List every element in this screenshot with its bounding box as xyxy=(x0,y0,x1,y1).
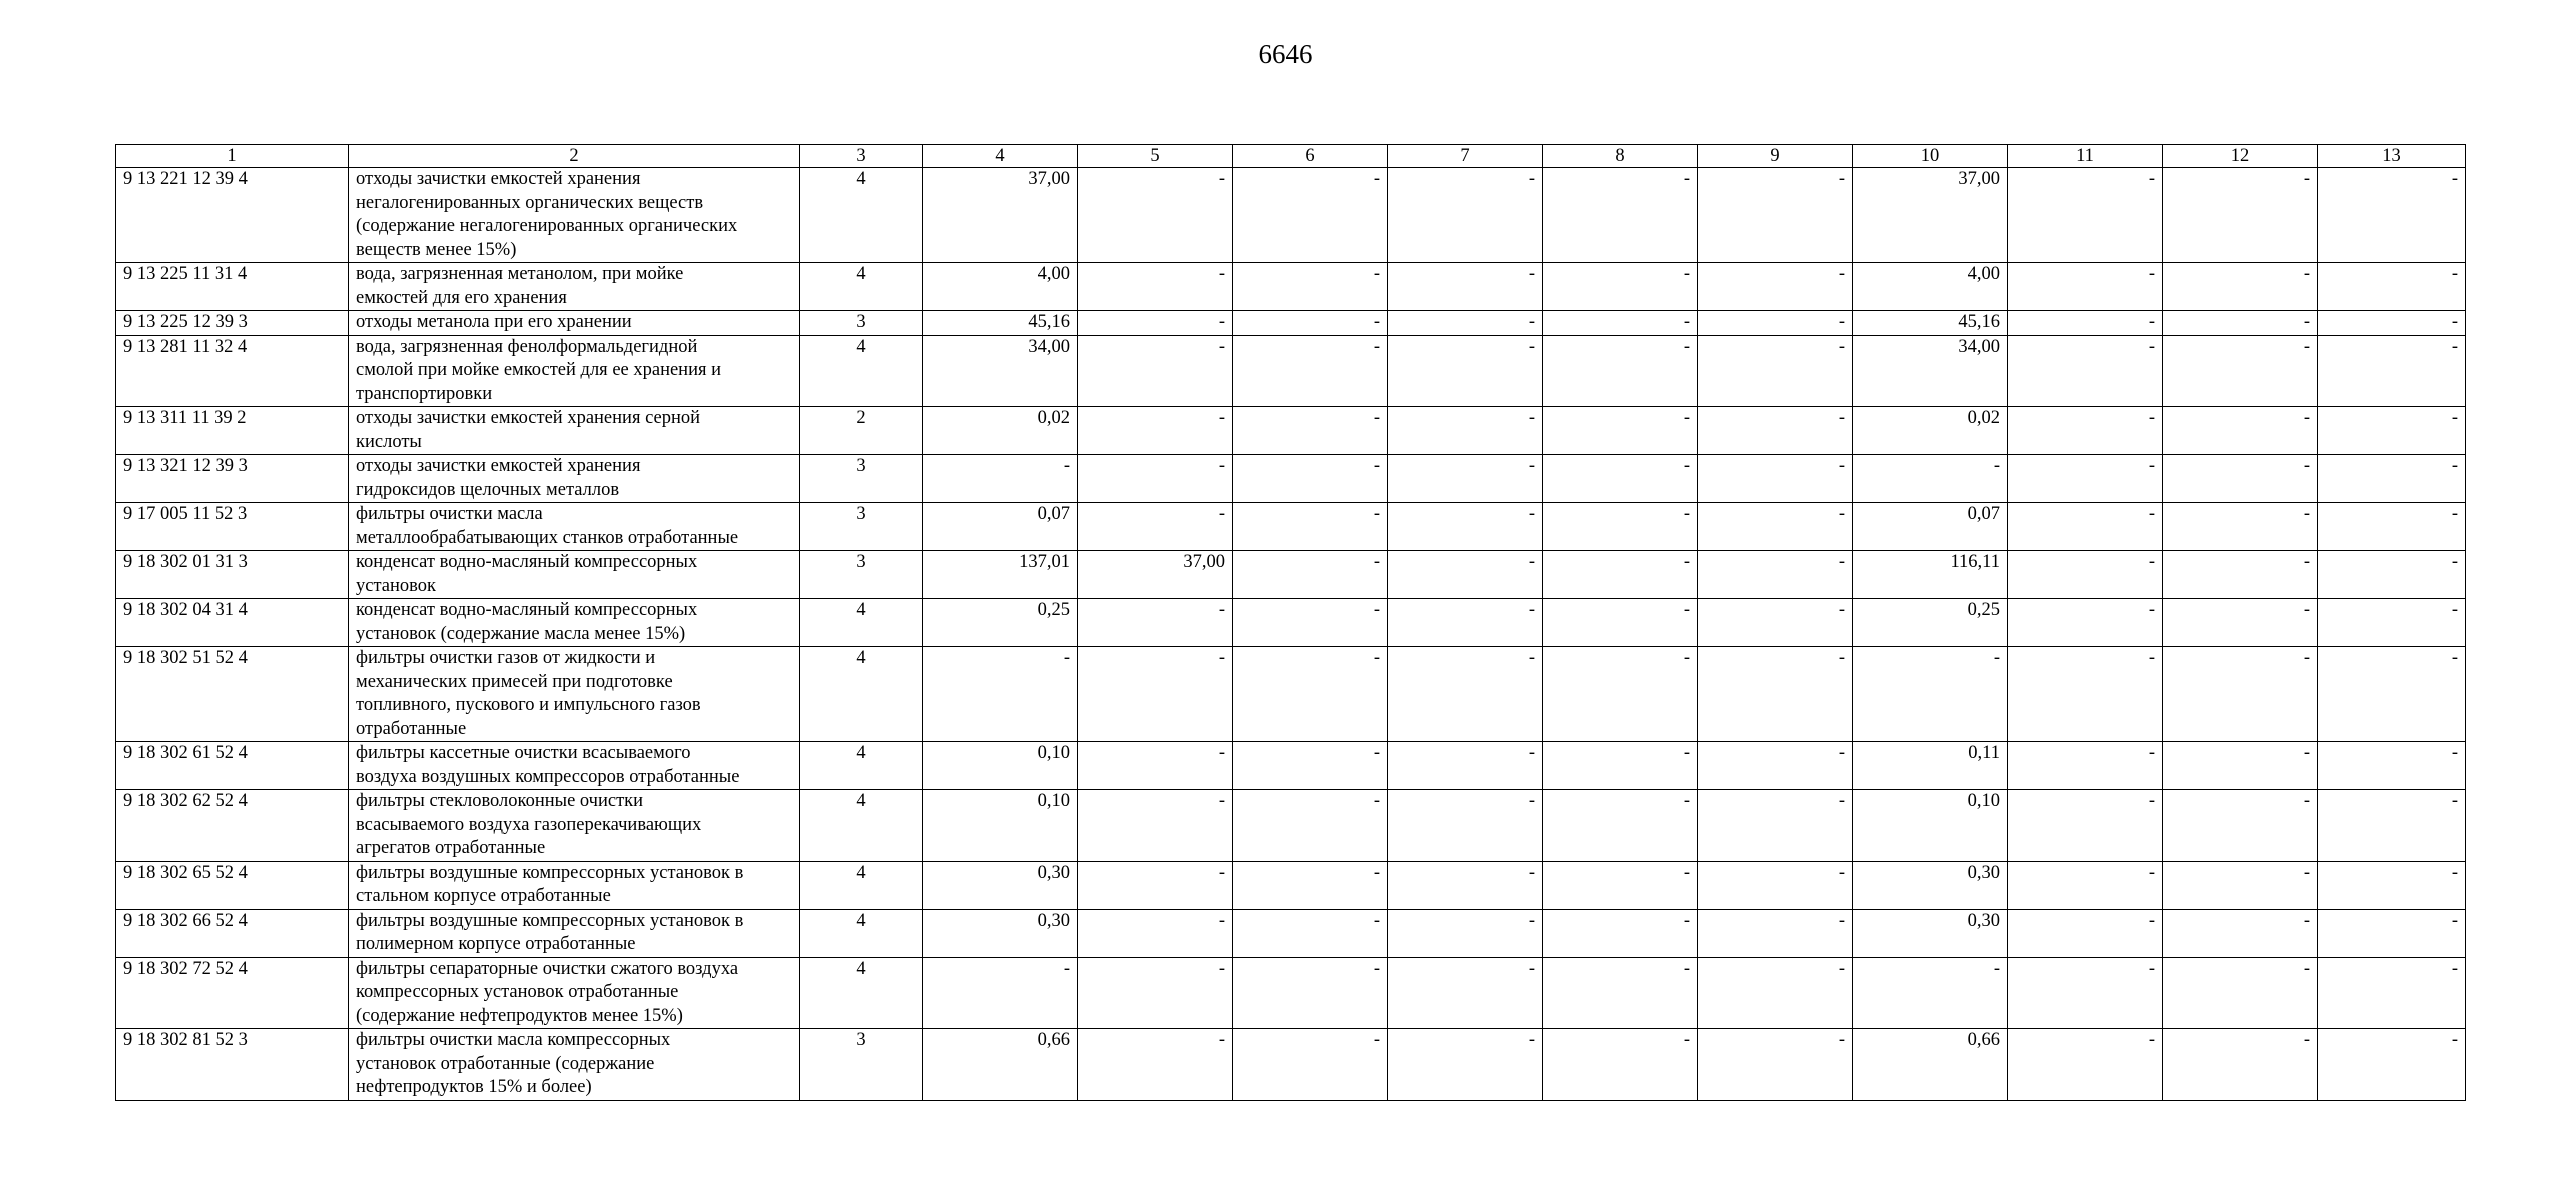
value-cell-col-9: - xyxy=(1698,599,1853,647)
value-cell-col-4: 0,02 xyxy=(923,407,1078,455)
waste-code-cell: 9 18 302 51 52 4 xyxy=(116,647,349,742)
waste-name-cell xyxy=(349,311,800,336)
waste-name-cell xyxy=(349,599,800,647)
value-cell-col-13: - xyxy=(2318,599,2466,647)
value-cell-col-9: - xyxy=(1698,503,1853,551)
value-cell-col-4: 4,00 xyxy=(923,263,1078,311)
value-cell-col-13: - xyxy=(2318,861,2466,909)
column-header-1: 1 xyxy=(116,145,349,168)
value-cell-col-11: - xyxy=(2008,742,2163,790)
value-cell-col-6: - xyxy=(1233,599,1388,647)
value-cell-col-12: - xyxy=(2163,263,2318,311)
waste-name-line: воздуха воздушных компрессоров отработанные xyxy=(356,766,740,787)
value-cell-col-5: - xyxy=(1078,168,1233,263)
column-header-6: 6 xyxy=(1233,145,1388,168)
value-cell-col-4: 45,16 xyxy=(923,311,1078,336)
value-cell-col-5: - xyxy=(1078,742,1233,790)
value-cell-col-4: 0,07 xyxy=(923,503,1078,551)
value-cell-col-8: - xyxy=(1543,790,1698,862)
column-header-9: 9 xyxy=(1698,145,1853,168)
value-cell-col-12: - xyxy=(2163,742,2318,790)
value-cell-col-11: - xyxy=(2008,957,2163,1029)
waste-name-line: механических примесей при подготовке xyxy=(356,671,673,692)
value-cell-col-13: - xyxy=(2318,503,2466,551)
waste-name-line: емкостей для его хранения xyxy=(356,287,567,308)
value-cell-col-13: - xyxy=(2318,263,2466,311)
waste-code-cell: 9 18 302 61 52 4 xyxy=(116,742,349,790)
table-row xyxy=(116,335,2466,407)
value-cell-col-12: - xyxy=(2163,790,2318,862)
column-header-5: 5 xyxy=(1078,145,1233,168)
value-cell-col-7: - xyxy=(1388,957,1543,1029)
waste-name-cell xyxy=(349,647,800,742)
value-cell-col-9: - xyxy=(1698,335,1853,407)
waste-name-cell xyxy=(349,551,800,599)
value-cell-col-7: - xyxy=(1388,647,1543,742)
table-row xyxy=(116,909,2466,957)
waste-name-cell xyxy=(349,455,800,503)
value-cell-col-13: - xyxy=(2318,455,2466,503)
value-cell-col-8: - xyxy=(1543,909,1698,957)
value-cell-col-6: - xyxy=(1233,909,1388,957)
value-cell-col-12: - xyxy=(2163,861,2318,909)
hazard-class-cell: 3 xyxy=(800,311,923,336)
waste-name-cell xyxy=(349,263,800,311)
waste-name-cell xyxy=(349,861,800,909)
table-row xyxy=(116,742,2466,790)
value-cell-col-12: - xyxy=(2163,335,2318,407)
value-cell-col-13: - xyxy=(2318,647,2466,742)
value-cell-col-9: - xyxy=(1698,957,1853,1029)
hazard-class-cell: 4 xyxy=(800,599,923,647)
waste-name-line: транспортировки xyxy=(356,383,493,404)
waste-code-cell: 9 18 302 81 52 3 xyxy=(116,1029,349,1101)
value-cell-col-9: - xyxy=(1698,1029,1853,1101)
table-row xyxy=(116,168,2466,263)
value-cell-col-8: - xyxy=(1543,1029,1698,1101)
waste-name-line: вода, загрязненная метанолом, при мойке xyxy=(356,264,684,284)
waste-name-line: (содержание негалогенированных органических xyxy=(356,216,738,236)
column-header-4: 4 xyxy=(923,145,1078,168)
value-cell-col-7: - xyxy=(1388,790,1543,862)
value-cell-col-5: - xyxy=(1078,790,1233,862)
value-cell-col-5: - xyxy=(1078,455,1233,503)
waste-name-line: отходы зачистки емкостей хранения xyxy=(356,456,641,476)
value-cell-col-12: - xyxy=(2163,168,2318,263)
waste-name-line: негалогенированных органических веществ xyxy=(356,192,704,213)
value-cell-col-9: - xyxy=(1698,861,1853,909)
value-cell-col-6: - xyxy=(1233,742,1388,790)
waste-name-line: полимерном корпусе отработанные xyxy=(356,934,636,954)
value-cell-col-6: - xyxy=(1233,263,1388,311)
value-cell-col-4: - xyxy=(923,957,1078,1029)
value-cell-col-6: - xyxy=(1233,407,1388,455)
value-cell-col-13: - xyxy=(2318,790,2466,862)
value-cell-col-11: - xyxy=(2008,790,2163,862)
waste-code-cell: 9 18 302 72 52 4 xyxy=(116,957,349,1029)
value-cell-col-10: 0,30 xyxy=(1853,861,2008,909)
value-cell-col-7: - xyxy=(1388,263,1543,311)
value-cell-col-10: 45,16 xyxy=(1853,311,2008,336)
waste-table xyxy=(115,144,2466,1101)
waste-name-line: фильтры воздушные компрессорных установок в xyxy=(356,910,744,931)
value-cell-col-4: 0,30 xyxy=(923,861,1078,909)
hazard-class-cell: 3 xyxy=(800,551,923,599)
waste-name-line: нефтепродуктов 15% и более) xyxy=(356,1077,592,1097)
waste-code-cell: 9 18 302 62 52 4 xyxy=(116,790,349,862)
waste-name-line: стальном корпусе отработанные xyxy=(356,886,611,906)
value-cell-col-11: - xyxy=(2008,168,2163,263)
waste-name-line: компрессорных установок отработанные xyxy=(356,982,679,1002)
value-cell-col-8: - xyxy=(1543,407,1698,455)
value-cell-col-7: - xyxy=(1388,407,1543,455)
waste-name-cell xyxy=(349,790,800,862)
value-cell-col-7: - xyxy=(1388,335,1543,407)
value-cell-col-6: - xyxy=(1233,503,1388,551)
waste-code-cell: 9 13 225 12 39 3 xyxy=(116,311,349,336)
value-cell-col-10: 37,00 xyxy=(1853,168,2008,263)
column-header-8: 8 xyxy=(1543,145,1698,168)
value-cell-col-13: - xyxy=(2318,909,2466,957)
value-cell-col-9: - xyxy=(1698,168,1853,263)
hazard-class-cell: 4 xyxy=(800,742,923,790)
waste-name-cell xyxy=(349,742,800,790)
value-cell-col-4: 0,10 xyxy=(923,742,1078,790)
table-row xyxy=(116,1029,2466,1101)
value-cell-col-7: - xyxy=(1388,455,1543,503)
value-cell-col-8: - xyxy=(1543,742,1698,790)
value-cell-col-8: - xyxy=(1543,647,1698,742)
value-cell-col-9: - xyxy=(1698,551,1853,599)
value-cell-col-13: - xyxy=(2318,742,2466,790)
value-cell-col-8: - xyxy=(1543,263,1698,311)
value-cell-col-6: - xyxy=(1233,168,1388,263)
waste-name-line: вода, загрязненная фенолформальдегидной xyxy=(356,336,698,357)
value-cell-col-10: 116,11 xyxy=(1853,551,2008,599)
value-cell-col-4: 37,00 xyxy=(923,168,1078,263)
page-number: 6646 xyxy=(1258,39,1313,69)
waste-name-line: установок (содержание масла менее 15%) xyxy=(356,623,686,644)
value-cell-col-7: - xyxy=(1388,909,1543,957)
value-cell-col-12: - xyxy=(2163,311,2318,336)
waste-name-cell xyxy=(349,407,800,455)
waste-name-line: конденсат водно-масляный компрессорных xyxy=(356,552,698,572)
value-cell-col-6: - xyxy=(1233,335,1388,407)
waste-code-cell: 9 13 321 12 39 3 xyxy=(116,455,349,503)
table-row xyxy=(116,311,2466,336)
waste-code-cell: 9 13 311 11 39 2 xyxy=(116,407,349,455)
value-cell-col-7: - xyxy=(1388,1029,1543,1101)
waste-name-line: фильтры очистки масла компрессорных xyxy=(356,1030,671,1050)
table-row xyxy=(116,647,2466,742)
waste-name-line: (содержание нефтепродуктов менее 15%) xyxy=(356,1005,683,1026)
value-cell-col-4: 0,30 xyxy=(923,909,1078,957)
value-cell-col-8: - xyxy=(1543,503,1698,551)
value-cell-col-12: - xyxy=(2163,1029,2318,1101)
value-cell-col-10: 0,02 xyxy=(1853,407,2008,455)
hazard-class-cell: 4 xyxy=(800,790,923,862)
waste-code-cell: 9 13 221 12 39 4 xyxy=(116,168,349,263)
table-row xyxy=(116,455,2466,503)
value-cell-col-5: - xyxy=(1078,263,1233,311)
column-header-12: 12 xyxy=(2163,145,2318,168)
hazard-class-cell: 4 xyxy=(800,168,923,263)
value-cell-col-13: - xyxy=(2318,311,2466,336)
hazard-class-cell: 3 xyxy=(800,1029,923,1101)
waste-name-line: металлообрабатывающих станков отработанные xyxy=(356,527,739,548)
value-cell-col-8: - xyxy=(1543,455,1698,503)
value-cell-col-11: - xyxy=(2008,1029,2163,1101)
waste-code-cell: 9 18 302 65 52 4 xyxy=(116,861,349,909)
hazard-class-cell: 4 xyxy=(800,909,923,957)
waste-name-line: гидроксидов щелочных металлов xyxy=(356,479,620,500)
value-cell-col-11: - xyxy=(2008,599,2163,647)
value-cell-col-5: - xyxy=(1078,909,1233,957)
value-cell-col-5: - xyxy=(1078,957,1233,1029)
value-cell-col-6: - xyxy=(1233,647,1388,742)
hazard-class-cell: 4 xyxy=(800,957,923,1029)
value-cell-col-4: 34,00 xyxy=(923,335,1078,407)
value-cell-col-12: - xyxy=(2163,909,2318,957)
value-cell-col-10: - xyxy=(1853,647,2008,742)
hazard-class-cell: 3 xyxy=(800,503,923,551)
value-cell-col-12: - xyxy=(2163,647,2318,742)
value-cell-col-7: - xyxy=(1388,168,1543,263)
value-cell-col-11: - xyxy=(2008,909,2163,957)
waste-code-cell: 9 17 005 11 52 3 xyxy=(116,503,349,551)
column-header-2: 2 xyxy=(349,145,800,168)
value-cell-col-4: - xyxy=(923,647,1078,742)
waste-name-line: фильтры сепараторные очистки сжатого воздуха xyxy=(356,958,739,979)
value-cell-col-8: - xyxy=(1543,335,1698,407)
value-cell-col-8: - xyxy=(1543,551,1698,599)
value-cell-col-9: - xyxy=(1698,455,1853,503)
value-cell-col-10: 34,00 xyxy=(1853,335,2008,407)
value-cell-col-10: 0,10 xyxy=(1853,790,2008,862)
waste-name-cell xyxy=(349,1029,800,1101)
value-cell-col-12: - xyxy=(2163,503,2318,551)
value-cell-col-13: - xyxy=(2318,957,2466,1029)
value-cell-col-6: - xyxy=(1233,311,1388,336)
waste-name-line: конденсат водно-масляный компрессорных xyxy=(356,600,698,620)
waste-name-cell xyxy=(349,909,800,957)
value-cell-col-10: - xyxy=(1853,957,2008,1029)
waste-code-cell: 9 18 302 66 52 4 xyxy=(116,909,349,957)
value-cell-col-6: - xyxy=(1233,551,1388,599)
waste-name-line: кислоты xyxy=(356,431,422,452)
value-cell-col-4: 0,66 xyxy=(923,1029,1078,1101)
value-cell-col-7: - xyxy=(1388,311,1543,336)
value-cell-col-10: 4,00 xyxy=(1853,263,2008,311)
waste-name-line: отходы метанола при его хранении xyxy=(356,312,632,332)
value-cell-col-7: - xyxy=(1388,599,1543,647)
waste-name-line: установок xyxy=(356,575,436,596)
value-cell-col-11: - xyxy=(2008,647,2163,742)
waste-name-line: фильтры кассетные очистки всасываемого xyxy=(356,743,691,763)
value-cell-col-13: - xyxy=(2318,335,2466,407)
value-cell-col-5: - xyxy=(1078,1029,1233,1101)
value-cell-col-9: - xyxy=(1698,647,1853,742)
hazard-class-cell: 4 xyxy=(800,335,923,407)
value-cell-col-10: 0,30 xyxy=(1853,909,2008,957)
waste-name-line: отходы зачистки емкостей хранения серной xyxy=(356,408,701,428)
value-cell-col-12: - xyxy=(2163,407,2318,455)
waste-name-line: фильтры воздушные компрессорных установок в xyxy=(356,862,744,883)
table-body xyxy=(116,168,2466,1101)
value-cell-col-6: - xyxy=(1233,455,1388,503)
value-cell-col-5: - xyxy=(1078,599,1233,647)
value-cell-col-13: - xyxy=(2318,407,2466,455)
value-cell-col-10: 0,25 xyxy=(1853,599,2008,647)
waste-name-line: веществ менее 15%) xyxy=(356,239,517,260)
column-number-header-row xyxy=(116,145,2466,168)
value-cell-col-9: - xyxy=(1698,311,1853,336)
value-cell-col-12: - xyxy=(2163,957,2318,1029)
value-cell-col-5: - xyxy=(1078,407,1233,455)
hazard-class-cell: 2 xyxy=(800,407,923,455)
value-cell-col-6: - xyxy=(1233,861,1388,909)
waste-name-cell xyxy=(349,168,800,263)
value-cell-col-5: - xyxy=(1078,335,1233,407)
value-cell-col-9: - xyxy=(1698,909,1853,957)
waste-name-line: фильтры стекловолоконные очистки xyxy=(356,791,644,811)
hazard-class-cell: 4 xyxy=(800,263,923,311)
table-row xyxy=(116,861,2466,909)
value-cell-col-8: - xyxy=(1543,861,1698,909)
column-header-11: 11 xyxy=(2008,145,2163,168)
value-cell-col-11: - xyxy=(2008,503,2163,551)
value-cell-col-11: - xyxy=(2008,311,2163,336)
value-cell-col-7: - xyxy=(1388,742,1543,790)
waste-name-cell xyxy=(349,335,800,407)
value-cell-col-11: - xyxy=(2008,335,2163,407)
value-cell-col-13: - xyxy=(2318,551,2466,599)
waste-name-cell xyxy=(349,957,800,1029)
column-header-7: 7 xyxy=(1388,145,1543,168)
waste-code-cell: 9 18 302 01 31 3 xyxy=(116,551,349,599)
value-cell-col-7: - xyxy=(1388,503,1543,551)
waste-name-line: отработанные xyxy=(356,718,467,739)
value-cell-col-10: - xyxy=(1853,455,2008,503)
table-row xyxy=(116,599,2466,647)
value-cell-col-4: - xyxy=(923,455,1078,503)
hazard-class-cell: 4 xyxy=(800,647,923,742)
table-row xyxy=(116,503,2466,551)
value-cell-col-12: - xyxy=(2163,599,2318,647)
value-cell-col-11: - xyxy=(2008,551,2163,599)
waste-name-line: фильтры очистки масла xyxy=(356,504,543,524)
waste-name-line: агрегатов отработанные xyxy=(356,838,546,858)
value-cell-col-9: - xyxy=(1698,742,1853,790)
value-cell-col-11: - xyxy=(2008,861,2163,909)
value-cell-col-8: - xyxy=(1543,311,1698,336)
value-cell-col-5: - xyxy=(1078,503,1233,551)
value-cell-col-8: - xyxy=(1543,957,1698,1029)
column-header-13: 13 xyxy=(2318,145,2466,168)
waste-name-line: всасываемого воздуха газоперекачивающих xyxy=(356,814,702,835)
waste-name-line: топливного, пускового и импульсного газов xyxy=(356,695,701,715)
value-cell-col-7: - xyxy=(1388,861,1543,909)
value-cell-col-9: - xyxy=(1698,407,1853,455)
table-row xyxy=(116,551,2466,599)
table-row xyxy=(116,790,2466,862)
waste-name-line: фильтры очистки газов от жидкости и xyxy=(356,648,656,668)
table-row xyxy=(116,957,2466,1029)
value-cell-col-13: - xyxy=(2318,168,2466,263)
column-header-3: 3 xyxy=(800,145,923,168)
value-cell-col-11: - xyxy=(2008,263,2163,311)
value-cell-col-4: 137,01 xyxy=(923,551,1078,599)
waste-name-line: смолой при мойке емкостей для ее хранения и xyxy=(356,360,722,380)
value-cell-col-10: 0,11 xyxy=(1853,742,2008,790)
value-cell-col-12: - xyxy=(2163,551,2318,599)
value-cell-col-4: 0,10 xyxy=(923,790,1078,862)
value-cell-col-12: - xyxy=(2163,455,2318,503)
value-cell-col-9: - xyxy=(1698,790,1853,862)
waste-name-line: отходы зачистки емкостей хранения xyxy=(356,169,641,189)
hazard-class-cell: 4 xyxy=(800,861,923,909)
waste-name-line: установок отработанные (содержание xyxy=(356,1053,655,1074)
hazard-class-cell: 3 xyxy=(800,455,923,503)
value-cell-col-8: - xyxy=(1543,599,1698,647)
table-row xyxy=(116,407,2466,455)
column-header-10: 10 xyxy=(1853,145,2008,168)
value-cell-col-8: - xyxy=(1543,168,1698,263)
value-cell-col-11: - xyxy=(2008,407,2163,455)
waste-name-cell xyxy=(349,503,800,551)
value-cell-col-5: - xyxy=(1078,311,1233,336)
value-cell-col-10: 0,66 xyxy=(1853,1029,2008,1101)
value-cell-col-6: - xyxy=(1233,790,1388,862)
waste-code-cell: 9 13 281 11 32 4 xyxy=(116,335,349,407)
value-cell-col-11: - xyxy=(2008,455,2163,503)
value-cell-col-5: - xyxy=(1078,647,1233,742)
waste-code-cell: 9 13 225 11 31 4 xyxy=(116,263,349,311)
value-cell-col-13: - xyxy=(2318,1029,2466,1101)
value-cell-col-5: - xyxy=(1078,861,1233,909)
waste-code-cell: 9 18 302 04 31 4 xyxy=(116,599,349,647)
value-cell-col-6: - xyxy=(1233,1029,1388,1101)
value-cell-col-10: 0,07 xyxy=(1853,503,2008,551)
value-cell-col-4: 0,25 xyxy=(923,599,1078,647)
value-cell-col-9: - xyxy=(1698,263,1853,311)
table-row xyxy=(116,263,2466,311)
value-cell-col-7: - xyxy=(1388,551,1543,599)
value-cell-col-6: - xyxy=(1233,957,1388,1029)
value-cell-col-5: 37,00 xyxy=(1078,551,1233,599)
